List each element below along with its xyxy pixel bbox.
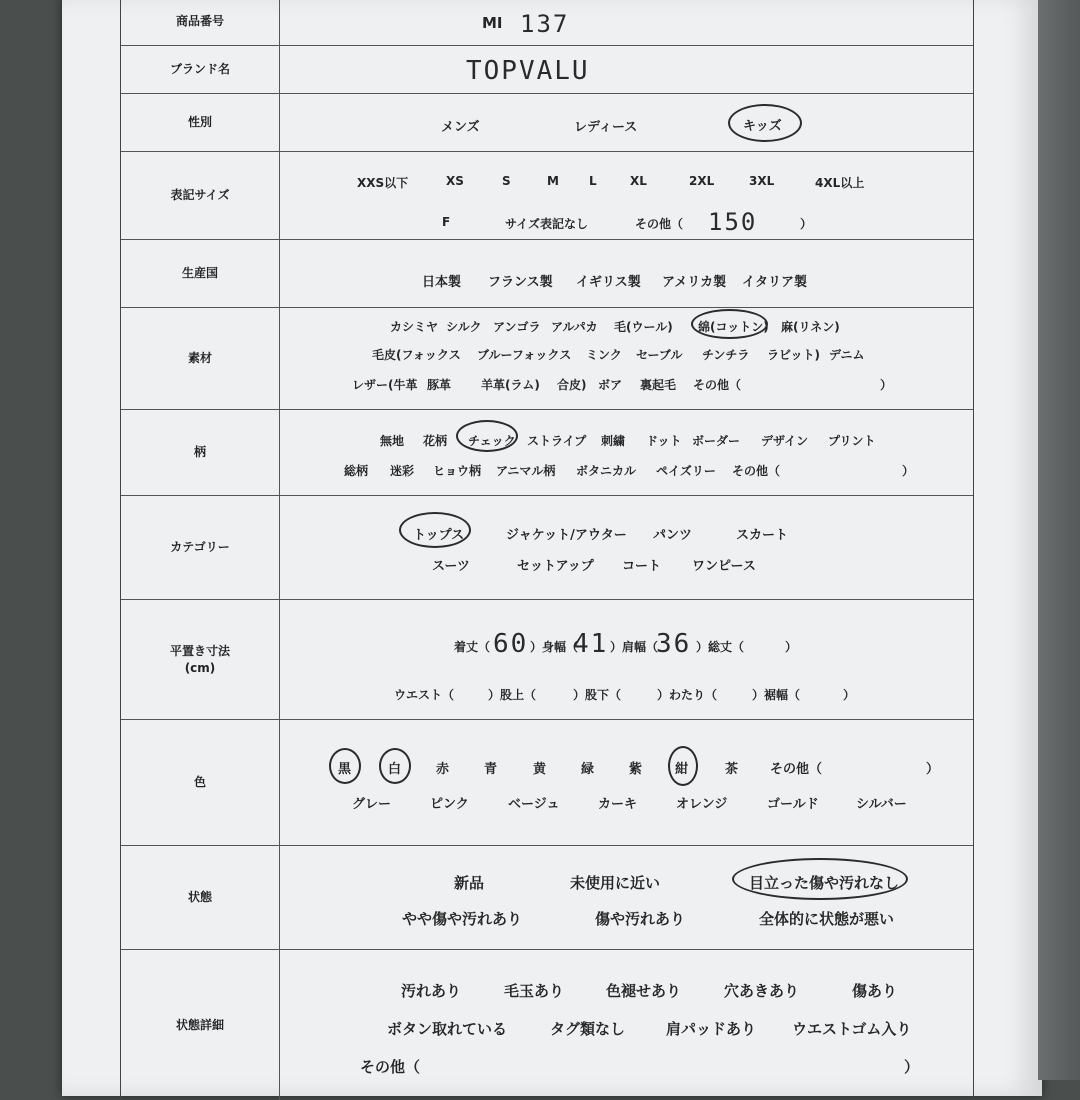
- detail-no-tag[interactable]: タグ類なし: [550, 1020, 626, 1038]
- measure-shoulder-value[interactable]: 36: [656, 629, 692, 659]
- pattern-stripe[interactable]: ストライプ: [527, 434, 587, 448]
- measure-row2-close: ）: [843, 688, 856, 702]
- size-xl[interactable]: XL: [630, 174, 647, 188]
- size-s[interactable]: S: [502, 174, 511, 188]
- size-other[interactable]: その他（: [635, 217, 684, 231]
- material-alpaca[interactable]: アルパカ: [551, 320, 598, 334]
- label-gender: 性別: [121, 94, 280, 151]
- pattern-leopard[interactable]: ヒョウ柄: [433, 464, 482, 478]
- material-sable[interactable]: セーブル: [636, 348, 683, 362]
- measure-waist-label: ウエスト（: [394, 688, 455, 702]
- pattern-plain[interactable]: 無地: [380, 434, 405, 448]
- row-material: [121, 308, 973, 410]
- row-condition: [121, 846, 973, 950]
- size-xxs[interactable]: XXS以下: [357, 176, 409, 190]
- pattern-print[interactable]: プリント: [828, 434, 876, 448]
- measure-hem-label: ）裾幅（: [752, 688, 801, 702]
- color-other[interactable]: その他（: [770, 762, 823, 777]
- sheet-sleeve-edge: [1038, 0, 1080, 1080]
- material-chinchilla[interactable]: チンチラ: [702, 348, 750, 362]
- detail-shoulder-pad[interactable]: 肩パッドあり: [666, 1020, 757, 1038]
- material-leather-lamb[interactable]: 羊革(ラム): [481, 378, 540, 392]
- material-cotton[interactable]: 綿(コットン): [698, 320, 769, 334]
- category-selected-circle: [399, 512, 471, 548]
- color-khaki[interactable]: カーキ: [598, 797, 638, 812]
- row-origin: [121, 240, 973, 308]
- detail-hole[interactable]: 穴あきあり: [724, 982, 800, 1000]
- material-linen[interactable]: 麻(リネン): [781, 320, 840, 334]
- color-blue[interactable]: 青: [484, 762, 498, 777]
- category-setup[interactable]: セットアップ: [517, 559, 594, 574]
- category-jacket[interactable]: ジャケット/アウター: [506, 528, 627, 543]
- measure-inseam-label: ）股下（: [573, 688, 622, 702]
- pattern-botanical[interactable]: ボタニカル: [576, 464, 637, 478]
- material-selected-circle: [691, 309, 768, 339]
- row-product-number: [121, 0, 973, 46]
- material-rabbit[interactable]: ラビット): [767, 348, 821, 362]
- row-measurements: [121, 600, 973, 720]
- material-mink[interactable]: ミンク: [586, 348, 622, 362]
- material-leather-pig[interactable]: 豚革: [427, 378, 452, 392]
- material-boa[interactable]: ボア: [598, 378, 623, 392]
- condition-new[interactable]: 新品: [454, 874, 485, 892]
- measure-length-label: 着丈（: [454, 640, 491, 654]
- row-color: [121, 720, 973, 846]
- label-condition-detail: 状態詳細: [121, 950, 280, 1100]
- row-brand: [121, 46, 973, 94]
- row-category: [121, 496, 973, 600]
- condition-slight-damage[interactable]: やや傷や汚れあり: [402, 910, 523, 928]
- label-origin: 生産国: [121, 240, 280, 307]
- origin-uk[interactable]: イギリス製: [576, 275, 641, 290]
- label-measurements-line2: (cm): [184, 660, 216, 675]
- material-synthetic-leather[interactable]: 合皮): [557, 378, 587, 392]
- detail-button-missing[interactable]: ボタン取れている: [387, 1020, 508, 1038]
- color-black-circle: [329, 748, 361, 784]
- condition-like-new[interactable]: 未使用に近い: [570, 874, 661, 892]
- label-size: 表記サイズ: [121, 152, 280, 239]
- pattern-floral[interactable]: 花柄: [423, 434, 448, 448]
- label-measurements-line1: 平置き寸法: [169, 644, 230, 659]
- origin-japan[interactable]: 日本製: [422, 275, 462, 290]
- brand-handwritten: TOPVALU: [466, 56, 590, 86]
- measure-row1-close: ）: [785, 640, 798, 654]
- color-other-close: ）: [926, 762, 940, 777]
- material-brushed[interactable]: 裏起毛: [640, 378, 677, 392]
- size-3xl[interactable]: 3XL: [749, 174, 775, 188]
- size-other-close: ）: [800, 217, 813, 231]
- color-gold[interactable]: ゴールド: [767, 797, 819, 812]
- color-red[interactable]: 赤: [436, 762, 450, 777]
- category-skirt[interactable]: スカート: [736, 528, 789, 543]
- material-other-close: ）: [880, 378, 893, 392]
- condition-damage[interactable]: 傷や汚れあり: [595, 910, 686, 928]
- color-orange[interactable]: オレンジ: [676, 797, 728, 812]
- pattern-border[interactable]: ボーダー: [692, 434, 741, 448]
- row-condition-detail: [121, 950, 973, 1100]
- material-fur-fox[interactable]: 毛皮(フォックス: [372, 348, 461, 362]
- material-cashmere[interactable]: カシミヤ: [390, 320, 439, 334]
- color-pink[interactable]: ピンク: [430, 797, 469, 812]
- label-brand: ブランド名: [121, 46, 280, 93]
- color-gray[interactable]: グレー: [352, 797, 392, 812]
- material-silk[interactable]: シルク: [446, 320, 482, 334]
- label-pattern: 柄: [121, 410, 280, 495]
- material-blue-fox[interactable]: ブルーフォックス: [477, 348, 572, 362]
- label-condition: 状態: [121, 846, 280, 949]
- detail-fading[interactable]: 色褪せあり: [606, 982, 682, 1000]
- material-wool[interactable]: 毛(ウール): [614, 320, 673, 334]
- detail-scratch[interactable]: 傷あり: [852, 982, 898, 1000]
- detail-pilling[interactable]: 毛玉あり: [504, 982, 565, 1000]
- size-f[interactable]: F: [442, 215, 451, 229]
- gender-selected-circle: [728, 104, 802, 142]
- color-purple[interactable]: 紫: [629, 762, 643, 777]
- color-silver[interactable]: シルバー: [856, 797, 907, 812]
- gender-option-ladies[interactable]: レディース: [574, 120, 638, 135]
- size-m[interactable]: M: [547, 174, 559, 188]
- measure-shoulder-label: ）肩幅（: [610, 640, 659, 654]
- product-number-prefix: MI: [482, 14, 503, 32]
- pattern-design[interactable]: デザイン: [761, 434, 809, 448]
- detail-other[interactable]: その他（: [360, 1058, 421, 1076]
- pattern-allover[interactable]: 総柄: [344, 464, 369, 478]
- color-green[interactable]: 緑: [581, 762, 595, 777]
- color-beige[interactable]: ベージュ: [508, 797, 560, 812]
- detail-stain[interactable]: 汚れあり: [401, 982, 462, 1000]
- origin-usa[interactable]: アメリカ製: [662, 275, 727, 290]
- pattern-other-close: ）: [902, 464, 915, 478]
- color-navy-circle: [668, 746, 698, 786]
- color-brown[interactable]: 茶: [725, 762, 739, 777]
- label-measurements: [121, 600, 280, 719]
- color-black[interactable]: 黒: [338, 762, 352, 777]
- label-color: 色: [121, 720, 280, 845]
- condition-selected-circle: [732, 858, 908, 900]
- material-angora[interactable]: アンゴラ: [493, 320, 541, 334]
- measure-length-value[interactable]: 60: [493, 629, 529, 659]
- product-number-handwritten: 137: [520, 10, 570, 38]
- category-suit[interactable]: スーツ: [432, 559, 470, 574]
- measure-thigh-label: ）わたり（: [657, 688, 718, 702]
- pattern-animal[interactable]: アニマル柄: [496, 464, 556, 478]
- material-leather-cow[interactable]: レザー(牛革: [352, 378, 418, 392]
- measure-width-label: ）身幅（: [530, 640, 579, 654]
- color-yellow[interactable]: 黄: [533, 762, 547, 777]
- size-no-label[interactable]: サイズ表記なし: [505, 217, 589, 231]
- gender-option-kids[interactable]: キッズ: [743, 119, 782, 134]
- measure-total-label: ）総丈（: [696, 640, 745, 654]
- pattern-dot[interactable]: ドット: [646, 434, 682, 448]
- size-4xl[interactable]: 4XL以上: [815, 176, 865, 190]
- gender-option-mens[interactable]: メンズ: [441, 120, 480, 135]
- pattern-selected-circle: [456, 420, 518, 452]
- category-onepiece[interactable]: ワンピース: [692, 559, 756, 574]
- row-pattern: [121, 410, 973, 496]
- pattern-camo[interactable]: 迷彩: [390, 464, 415, 478]
- size-2xl[interactable]: 2XL: [689, 174, 715, 188]
- condition-poor[interactable]: 全体的に状態が悪い: [759, 910, 895, 928]
- category-coat[interactable]: コート: [622, 559, 662, 574]
- material-other[interactable]: その他（: [693, 378, 742, 392]
- size-handwritten: 150: [708, 208, 758, 236]
- material-denim[interactable]: デニム: [829, 348, 865, 362]
- pattern-embroidery[interactable]: 刺繍: [601, 434, 626, 448]
- measure-width-value[interactable]: 41: [573, 629, 609, 659]
- color-white[interactable]: 白: [388, 762, 402, 777]
- color-white-circle: [379, 748, 411, 784]
- row-gender: [121, 94, 973, 152]
- category-tops[interactable]: トップス: [413, 528, 465, 543]
- measure-rise-label: ）股上（: [488, 688, 537, 702]
- pattern-check[interactable]: チェック: [468, 434, 516, 448]
- color-navy[interactable]: 紺: [675, 762, 689, 777]
- origin-france[interactable]: フランス製: [488, 275, 553, 290]
- condition-no-damage[interactable]: 目立った傷や汚れなし: [749, 874, 900, 892]
- size-l[interactable]: L: [589, 174, 597, 188]
- label-product-number: 商品番号: [121, 0, 280, 45]
- label-material: 素材: [121, 308, 280, 409]
- detail-waist-rubber[interactable]: ウエストゴム入り: [792, 1020, 912, 1038]
- label-category: カテゴリー: [121, 496, 280, 599]
- product-form: [120, 0, 974, 1100]
- pattern-other[interactable]: その他（: [732, 464, 781, 478]
- detail-other-close: ）: [904, 1058, 920, 1076]
- pattern-paisley[interactable]: ペイズリー: [656, 464, 716, 478]
- origin-italy[interactable]: イタリア製: [742, 275, 808, 290]
- size-xs[interactable]: XS: [446, 174, 464, 188]
- row-size: [121, 152, 973, 240]
- category-pants[interactable]: パンツ: [653, 528, 693, 543]
